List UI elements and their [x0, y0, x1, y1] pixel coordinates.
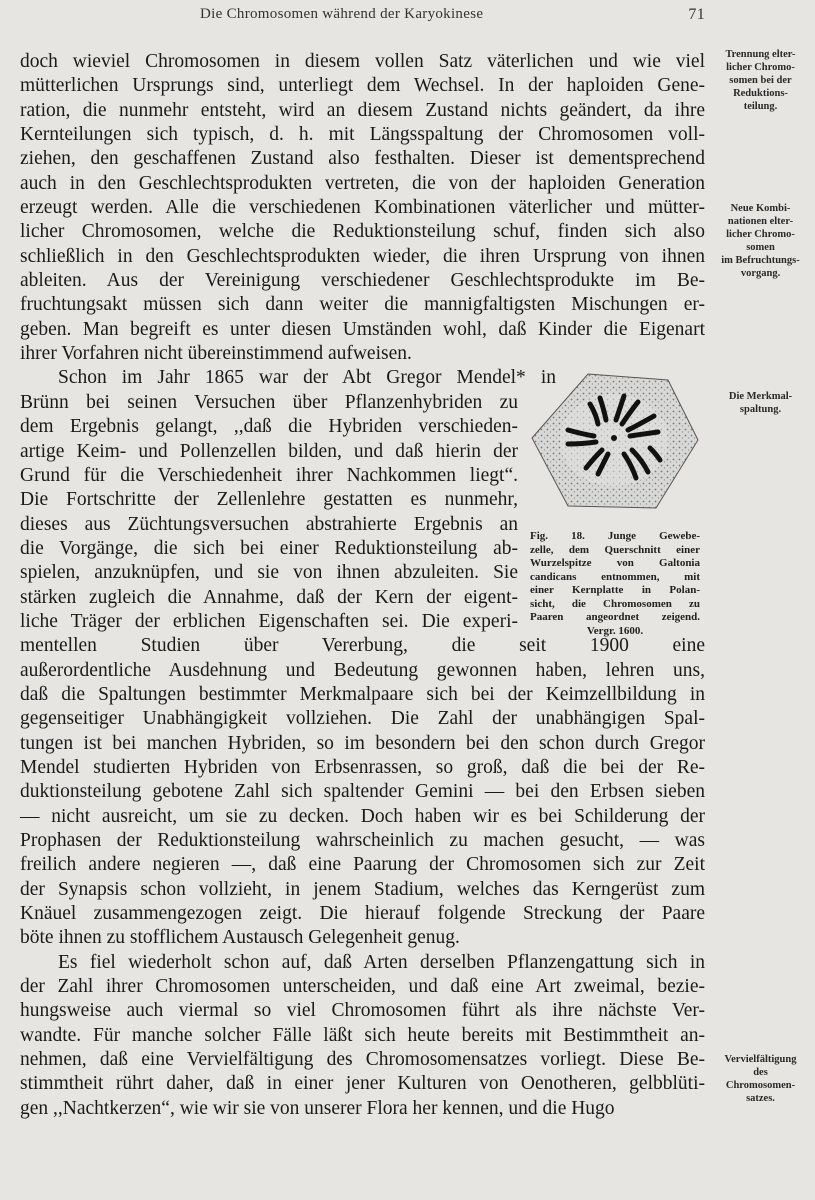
text-line: Schon im Jahr 1865 war der Abt Gregor Mendel* in: [58, 367, 556, 389]
margin-note-line: Neue Kombi-: [730, 203, 791, 214]
text-line: gegenseitiger Unabhängigkeit vollziehen. Die Zahl der unabhängigen Spal-: [20, 708, 705, 730]
text-line: Es fiel wiederholt schon auf, daß Arten derselben Pflanzengattung sich in: [58, 951, 705, 973]
text-line: wandte. Für manche solcher Fälle läßt sich heute bereits mit Bestimmtheit an-: [20, 1024, 705, 1046]
text-line: liche Träger der erblichen Eigenschaften sei. Die experi-: [20, 610, 518, 632]
text-line: Mendel studierten Hybriden von Erbsenrassen, so groß, daß die bei der Re-: [20, 756, 705, 778]
caption-line: sicht, die Chromosomen zu: [530, 597, 700, 610]
margin-note-line: licher Chromo-: [726, 229, 795, 240]
margin-note-line: teilung.: [743, 101, 778, 112]
margin-note-line: des: [753, 1067, 768, 1078]
margin-note-line: Die Merkmal-: [728, 391, 793, 402]
text-line: Knäuel zusammengezogen zeigt. Die hierauf folgende Streckung der Paare: [20, 903, 705, 925]
text-line: ihrer Vorfahren nicht übereinstimmend aufweisen.: [20, 343, 412, 365]
margin-note-neue-kombinationen: [708, 202, 813, 280]
text-line: tungen ist bei manchen Hybriden, so im besondern bei den schon durch Gregor: [20, 732, 705, 754]
text-line: schließlich in den Geschlechtsprodukten wieder, die ihren Ursprung von ihnen: [20, 245, 705, 267]
text-line: artige Keim- und Pollenzellen bilden, und daß hierin der: [20, 440, 518, 462]
text-line: die Vorgänge, die sich bei einer Reduktionsteilung ab-: [20, 537, 518, 559]
margin-note-line: Vervielfältigung: [724, 1054, 797, 1065]
text-line: licher Chromosomen, welche die Reduktionsteilung schuf, finden sich also: [20, 221, 705, 243]
text-line: duktionsteilung gebotene Zahl sich spaltender Gemini — bei den Erbsen sieben: [20, 781, 705, 803]
text-line: stärken zugleich die Annahme, daß der Kern der eigent-: [20, 586, 518, 608]
text-line: erzeugt werden. Alle die verschiedenen Kombinationen väterlicher und mütter-: [20, 197, 705, 219]
page-number: 71: [688, 6, 705, 23]
text-line: fruchtungsakt müssen sich dann weiter die mannigfaltigsten Mischungen er-: [20, 294, 705, 316]
text-line: dieses aus Züchtungsversuchen abstrahierte Ergebnis an: [20, 513, 518, 535]
margin-note-line: Chromosomen-: [725, 1080, 796, 1091]
text-line: doch wieviel Chromosomen in diesem vollen Satz väterlichen und wie viel: [20, 51, 705, 72]
text-line: der Zahl ihrer Chromosomen unterscheiden, und daß eine Art zweimal, bezie-: [20, 976, 705, 998]
text-line: daß die Spaltungen bestimmter Merkmalpaare sich bei der Keimzellbildung in: [20, 683, 705, 705]
text-line: böte ihnen zu stofflichem Austausch Gelegenheit genug.: [20, 927, 460, 949]
text-line: auch in den Geschlechtsprodukten vertreten, die von der haploiden Generation: [20, 172, 705, 194]
margin-note-line: nationen elter-: [727, 216, 794, 227]
caption-line: Fig. 18. Junge Gewebe-: [530, 530, 700, 542]
text-line: ziehen, den geschaffenen Zustand also festhalten. Dieser ist dementsprechend: [20, 148, 705, 170]
text-line: der Synapsis schon vollzieht, in jenem Stadium, welches das Kerngerüst zum: [20, 878, 705, 900]
margin-note-line: Reduktions-: [733, 88, 788, 99]
figure-caption: [530, 530, 700, 638]
margin-note-trennung: [708, 48, 813, 113]
text-line: ration, die nunmehr entsteht, wird an diesem Zustand nichts geändert, da ihre: [20, 99, 705, 121]
caption-line: Paaren angeordnet zeigend.: [530, 611, 700, 623]
running-title: Die Chromosomen während der Karyokinese: [200, 6, 484, 22]
text-line: mentellen Studien über Vererbung, die seit 1900 eine: [20, 635, 705, 657]
margin-note-merkmalspaltung: [708, 390, 813, 416]
text-line: — nicht ausreicht, um sie zu decken. Doch haben wir es bei Schilderung der: [20, 805, 705, 827]
margin-note-line: im Befruchtungs-: [721, 255, 800, 266]
text-line: hungsweise auch viermal so viel Chromosomen führt als ihre nächste Ver-: [20, 1000, 705, 1022]
text-line: nehmen, daß eine Vervielfältigung des Chromosomensatzes vorliegt. Diese Be-: [20, 1049, 705, 1071]
figure-18-cell-illustration: [528, 368, 700, 518]
text-line: ableiten. Aus der Vereinigung verschiedener Geschlechtsprodukte im Be-: [20, 270, 705, 292]
margin-note-line: Trennung elter-: [725, 49, 796, 60]
text-line: Die Fortschritte der Zellenlehre gestatten es nunmehr,: [20, 489, 518, 511]
margin-note-line: somen bei der: [729, 75, 792, 86]
margin-note-line: spaltung.: [739, 404, 782, 415]
text-line: dem Ergebnis gelangt, ,,daß die Hybriden verschieden-: [20, 416, 518, 438]
text-line: Prophasen der Reduktionsteilung wahrscheinlich zu machen gesucht, — was: [20, 830, 705, 851]
margin-note-line: licher Chromo-: [726, 62, 795, 73]
margin-note-vervielfaeltigung: [708, 1053, 813, 1105]
text-line: Grund für die Verschiedenheit ihrer Nachkommen liegt“.: [20, 464, 518, 486]
text-line: spielen, anzuknüpfen, und sie von ihnen abzuleiten. Sie: [20, 562, 518, 584]
caption-line: candicans entnommen, mit: [530, 570, 700, 583]
margin-note-line: vorgang.: [740, 268, 781, 279]
text-line: gen ,,Nachtkerzen“, wie wir sie von unserer Flora her kennen, und die Hugo: [20, 1097, 615, 1119]
text-line: geben. Man begreift es unter diesen Umständen wohl, daß Kinder die Eigenart: [20, 318, 705, 340]
margin-note-line: somen: [746, 242, 775, 253]
text-line: außerordentliche Ausdehnung und Bedeutung gewonnen haben, lehren uns,: [20, 659, 705, 681]
caption-line: Wurzelspitze von Galtonia: [530, 557, 700, 569]
text-line: Kernteilungen sich typisch, d. h. mit Längsspaltung der Chromosomen voll-: [20, 124, 705, 146]
caption-line: Vergr. 1600.: [586, 624, 644, 637]
text-line: mütterlichen Ursprungs sind, unterliegt dem Wechsel. In der haploiden Gene-: [20, 75, 705, 97]
caption-line: zelle, dem Querschnitt einer: [530, 543, 700, 556]
text-line: Brünn bei seinen Versuchen über Pflanzenhybriden zu: [20, 391, 518, 413]
caption-line: einer Kernplatte in Polan-: [530, 584, 700, 596]
margin-note-line: satzes.: [746, 1093, 775, 1104]
text-line: freilich andere negieren —, daß eine Paarung der Chromosomen sich zur Zeit: [20, 854, 705, 876]
text-line: stimmtheit rührt daher, daß in einer jener Kulturen von Oenotheren, gelbblüti-: [20, 1073, 705, 1095]
